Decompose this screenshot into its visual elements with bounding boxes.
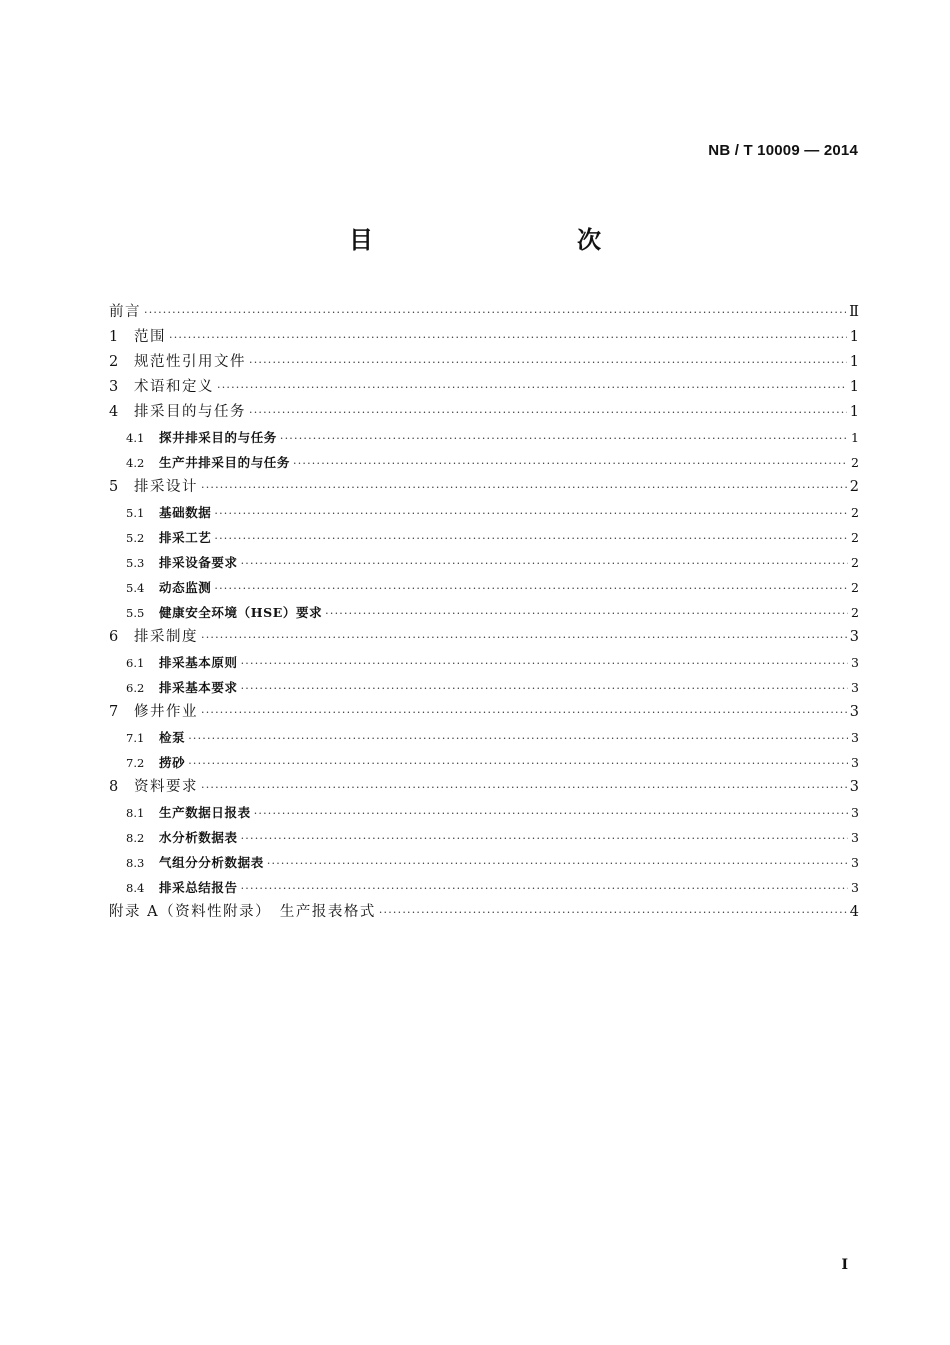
- toc-page: 3: [851, 830, 859, 845]
- toc-page: 1: [849, 329, 859, 345]
- toc-number: 8.3: [126, 856, 145, 870]
- toc-label: 捞砂: [159, 755, 186, 770]
- dot-leader: [280, 426, 848, 451]
- toc-number: 5.4: [126, 581, 145, 595]
- toc-label: 前言: [109, 304, 141, 320]
- toc-entry-4-2[interactable]: [109, 450, 859, 475]
- dot-leader: [201, 775, 847, 800]
- toc-page: 1: [849, 379, 859, 395]
- toc-label: 排采设备要求: [159, 555, 238, 570]
- toc-page: 2: [851, 555, 859, 570]
- toc-label: 动态监测: [159, 580, 212, 595]
- toc-entry-7-1[interactable]: [109, 725, 859, 750]
- dot-leader: [379, 900, 847, 925]
- toc-number: 1: [109, 329, 119, 345]
- toc-entry-5-5[interactable]: [109, 600, 859, 625]
- toc-page: 4: [849, 904, 859, 920]
- toc-label: 基础数据: [159, 505, 212, 520]
- toc-label: 排采基本要求: [159, 680, 238, 695]
- dot-leader: [325, 601, 848, 626]
- toc-entry-2[interactable]: [109, 350, 859, 375]
- toc-page: 3: [851, 805, 859, 820]
- toc-number: 5.3: [126, 556, 145, 570]
- toc-entry-5-1[interactable]: [109, 500, 859, 525]
- toc-label: 生产数据日报表: [159, 805, 251, 820]
- toc-number: 3: [109, 379, 119, 395]
- toc-entry-1[interactable]: [109, 325, 859, 350]
- toc-number: 5.5: [126, 606, 145, 620]
- toc-page: 1: [851, 430, 859, 445]
- toc-label: 健康安全环境（HSE）要求: [159, 605, 323, 620]
- dot-leader: [188, 726, 848, 751]
- dot-leader: [241, 676, 848, 701]
- toc-page: 3: [851, 680, 859, 695]
- dot-leader: [217, 375, 847, 400]
- toc-entry-3[interactable]: [109, 375, 859, 400]
- page-number: I: [841, 1257, 848, 1273]
- dot-leader: [169, 325, 847, 350]
- dot-leader: [249, 400, 847, 425]
- toc-page: 3: [849, 704, 859, 720]
- toc-entry-8[interactable]: [109, 775, 859, 800]
- toc-label: 附录 A（资料性附录） 生产报表格式: [109, 904, 376, 920]
- toc-number: 2: [109, 354, 119, 370]
- toc-number: 8.2: [126, 831, 145, 845]
- toc-page: 2: [851, 505, 859, 520]
- table-of-contents: [109, 300, 859, 925]
- dot-leader: [214, 526, 848, 551]
- toc-number: 5.1: [126, 506, 145, 520]
- dot-leader: [267, 851, 848, 876]
- dot-leader: [241, 826, 848, 851]
- toc-page: 2: [851, 455, 859, 470]
- toc-entry-appendix-a[interactable]: [109, 900, 859, 925]
- toc-label: 排采工艺: [159, 530, 212, 545]
- toc-entry-6[interactable]: [109, 625, 859, 650]
- toc-label: 排采设计: [134, 479, 198, 495]
- toc-entry-5-4[interactable]: [109, 575, 859, 600]
- dot-leader: [293, 451, 848, 476]
- dot-leader: [241, 551, 848, 576]
- toc-page: 3: [851, 855, 859, 870]
- toc-entry-8-1[interactable]: [109, 800, 859, 825]
- toc-number: 6.2: [126, 681, 145, 695]
- toc-page: 3: [849, 629, 859, 645]
- toc-number: 8.1: [126, 806, 145, 820]
- toc-entry-6-2[interactable]: [109, 675, 859, 700]
- toc-number: 8: [109, 779, 119, 795]
- dot-leader: [214, 501, 848, 526]
- dot-leader: [201, 700, 847, 725]
- toc-number: 4: [109, 404, 119, 420]
- toc-number: 8.4: [126, 881, 145, 895]
- dot-leader: [144, 300, 846, 325]
- toc-label: 修井作业: [134, 704, 198, 720]
- toc-entry-6-1[interactable]: [109, 650, 859, 675]
- toc-page: 3: [851, 730, 859, 745]
- toc-label: 排采总结报告: [159, 880, 238, 895]
- dot-leader: [254, 801, 848, 826]
- toc-label: 排采制度: [134, 629, 198, 645]
- page-title: 目 次: [349, 226, 653, 254]
- dot-leader: [201, 475, 847, 500]
- dot-leader: [188, 751, 848, 776]
- standard-code: NB / T 10009 — 2014: [708, 142, 858, 159]
- toc-label: 范围: [134, 329, 166, 345]
- toc-page: 1: [849, 404, 859, 420]
- toc-label: 气组分分析数据表: [159, 855, 264, 870]
- dot-leader: [241, 876, 848, 901]
- toc-entry-7[interactable]: [109, 700, 859, 725]
- toc-page: 3: [851, 755, 859, 770]
- toc-entry-8-3[interactable]: [109, 850, 859, 875]
- toc-number: 5.2: [126, 531, 145, 545]
- toc-entry-8-2[interactable]: [109, 825, 859, 850]
- toc-number: 7: [109, 704, 119, 720]
- toc-page: 3: [849, 779, 859, 795]
- toc-page: 2: [851, 580, 859, 595]
- toc-number: 4.1: [126, 431, 145, 445]
- toc-label: 排采目的与任务: [134, 404, 246, 420]
- toc-entry-4[interactable]: [109, 400, 859, 425]
- dot-leader: [201, 625, 847, 650]
- toc-page: 3: [851, 880, 859, 895]
- toc-label: 检泵: [159, 730, 186, 745]
- toc-label: 生产井排采目的与任务: [159, 455, 291, 470]
- toc-page: 3: [851, 655, 859, 670]
- toc-entry-5[interactable]: [109, 475, 859, 500]
- toc-entry-8-4[interactable]: [109, 875, 859, 900]
- toc-label: 资料要求: [134, 779, 198, 795]
- toc-number: 7.1: [126, 731, 145, 745]
- toc-number: 7.2: [126, 756, 145, 770]
- toc-label: 规范性引用文件: [134, 354, 246, 370]
- toc-number: 6: [109, 629, 119, 645]
- toc-number: 4.2: [126, 456, 145, 470]
- toc-number: 5: [109, 479, 119, 495]
- toc-page: 2: [851, 605, 859, 620]
- toc-label: 术语和定义: [134, 379, 214, 395]
- toc-page: 2: [851, 530, 859, 545]
- toc-page: Ⅱ: [849, 304, 859, 320]
- dot-leader: [249, 350, 847, 375]
- toc-entry-4-1[interactable]: [109, 425, 859, 450]
- toc-entry-5-3[interactable]: [109, 550, 859, 575]
- toc-entry-foreword[interactable]: [109, 300, 859, 325]
- toc-number: 6.1: [126, 656, 145, 670]
- dot-leader: [241, 651, 848, 676]
- toc-label: 水分析数据表: [159, 830, 238, 845]
- toc-page: 1: [849, 354, 859, 370]
- toc-entry-7-2[interactable]: [109, 750, 859, 775]
- toc-entry-5-2[interactable]: [109, 525, 859, 550]
- toc-page: 2: [849, 479, 859, 495]
- toc-label: 排采基本原则: [159, 655, 238, 670]
- toc-label: 探井排采目的与任务: [159, 430, 277, 445]
- dot-leader: [214, 576, 848, 601]
